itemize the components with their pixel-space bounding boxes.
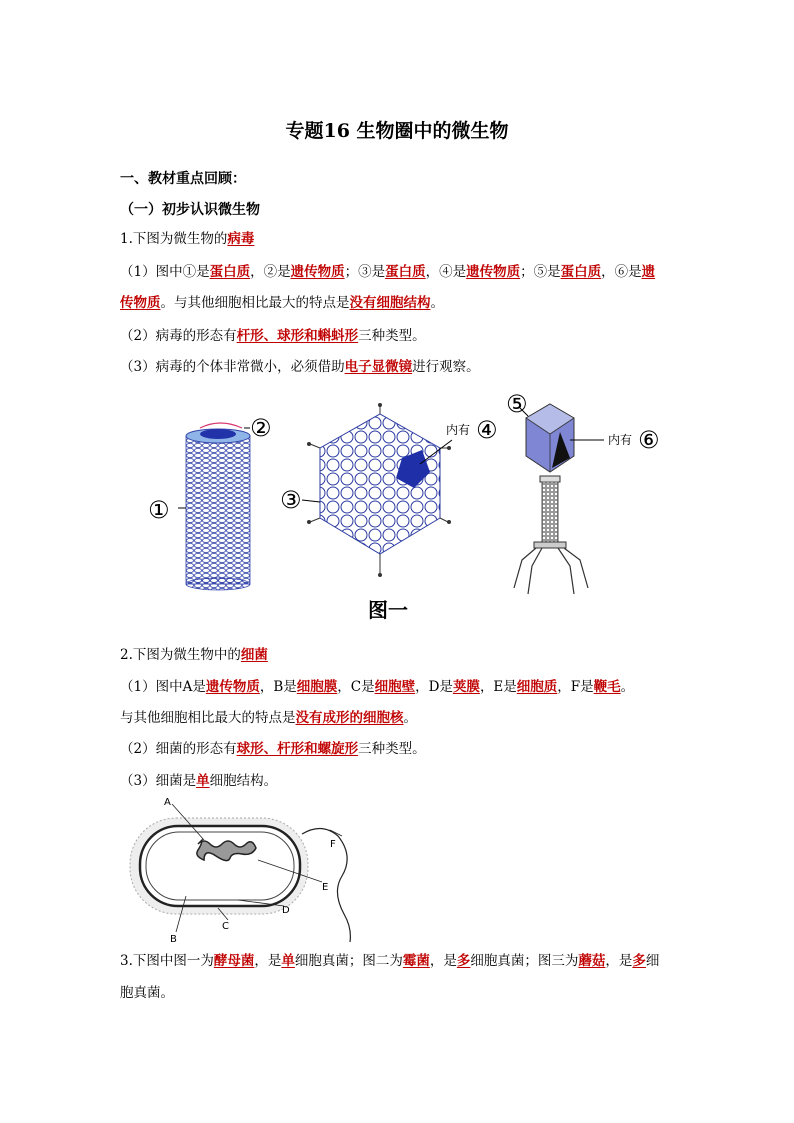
figure1-caption: 图一 bbox=[368, 598, 408, 622]
answer: 遗传物质 bbox=[290, 264, 345, 280]
section-heading: 一、教材重点回顾： bbox=[120, 171, 246, 187]
label-c: C bbox=[222, 921, 229, 932]
answer: 多 bbox=[456, 953, 471, 969]
answer: 没有成形的细胞核 bbox=[295, 710, 404, 726]
rod-virus-icon bbox=[178, 423, 250, 590]
q2-head-answer: 细菌 bbox=[240, 647, 268, 663]
text: 。与其他细胞相比最大的特点是 bbox=[160, 295, 350, 311]
label-1: ① bbox=[148, 496, 170, 524]
text: （1）图中①是 bbox=[120, 264, 210, 280]
text: 胞真菌。 bbox=[120, 985, 174, 1001]
inner-text-4: 内有 bbox=[446, 423, 471, 437]
answer: 蘑菇 bbox=[578, 953, 606, 969]
text: ，②是 bbox=[250, 264, 291, 280]
text: ，是 bbox=[605, 953, 633, 969]
sphere-virus-icon bbox=[302, 403, 452, 577]
label-2: ② bbox=[250, 414, 272, 442]
answer: 遗传物质 bbox=[466, 264, 521, 280]
q1-line2 bbox=[120, 293, 444, 313]
bacterium-icon bbox=[130, 804, 350, 942]
text: ，是 bbox=[429, 953, 457, 969]
answer: 单 bbox=[196, 773, 210, 789]
q3-line2 bbox=[120, 983, 174, 1003]
q1-head-answer: 病毒 bbox=[227, 231, 255, 247]
text: 。 bbox=[620, 679, 635, 695]
text: ，D是 bbox=[415, 679, 453, 695]
text: （1）图中A是 bbox=[120, 679, 206, 695]
answer: 遗 bbox=[641, 264, 656, 280]
text: ；⑤是 bbox=[520, 264, 561, 280]
answer: 蛋白质 bbox=[560, 264, 602, 280]
text: 3.下图中图一为 bbox=[120, 953, 214, 969]
label-5: ⑤ bbox=[506, 390, 528, 418]
subsection-heading: （一）初步认识微生物 bbox=[120, 202, 260, 218]
text: 与其他细胞相比最大的特点是 bbox=[120, 710, 296, 726]
answer: 细胞壁 bbox=[374, 679, 416, 695]
virus-figure bbox=[130, 388, 690, 628]
text: 进行观察。 bbox=[412, 359, 480, 375]
answer: 霉菌 bbox=[402, 953, 430, 969]
text: （3）细菌是 bbox=[120, 773, 197, 789]
answer: 鞭毛 bbox=[593, 679, 621, 695]
inner-text-6: 内有 bbox=[608, 433, 633, 447]
text: ，E是 bbox=[479, 679, 517, 695]
label-e: E bbox=[322, 882, 329, 893]
label-6: ⑥ bbox=[638, 426, 660, 454]
text: 。 bbox=[430, 295, 444, 311]
answer: 传物质 bbox=[120, 295, 161, 311]
phage-virus-icon bbox=[514, 404, 604, 594]
text: 细 bbox=[645, 953, 660, 969]
answer: 酵母菌 bbox=[213, 953, 255, 969]
answer: 没有细胞结构 bbox=[349, 295, 431, 311]
answer: 细胞质 bbox=[516, 679, 558, 695]
q1-line3 bbox=[120, 326, 426, 346]
text: 三种类型。 bbox=[358, 328, 426, 344]
answer: 球形、杆形和螺旋形 bbox=[236, 741, 359, 757]
q2-heading bbox=[120, 645, 268, 665]
answer: 细胞膜 bbox=[296, 679, 338, 695]
text: 。 bbox=[403, 710, 417, 726]
text: 细胞真菌；图三为 bbox=[470, 953, 579, 969]
answer: 蛋白质 bbox=[209, 264, 251, 280]
text: ，是 bbox=[254, 953, 282, 969]
bacterium-figure bbox=[118, 796, 378, 946]
page-title: 专题16 生物圈中的微生物 bbox=[285, 120, 509, 142]
q1-line4 bbox=[120, 357, 480, 377]
q1-line1 bbox=[120, 262, 655, 282]
text: ，C是 bbox=[337, 679, 375, 695]
text: ；③是 bbox=[344, 264, 386, 280]
label-f: F bbox=[330, 839, 336, 850]
text: （3）病毒的个体非常微小，必须借助 bbox=[120, 359, 345, 375]
q2-line4 bbox=[120, 771, 277, 791]
q2-line3 bbox=[120, 739, 426, 759]
text: ，⑥是 bbox=[601, 264, 642, 280]
text: ，F是 bbox=[557, 679, 594, 695]
label-a: A bbox=[164, 797, 171, 808]
answer: 电子显微镜 bbox=[344, 359, 413, 375]
text: 三种类型。 bbox=[358, 741, 426, 757]
text: ，④是 bbox=[425, 264, 467, 280]
text: （2）细菌的形态有 bbox=[120, 741, 237, 757]
answer: 遗传物质 bbox=[205, 679, 260, 695]
label-d: D bbox=[282, 905, 290, 916]
q3-line1 bbox=[120, 951, 659, 971]
label-4: ④ bbox=[476, 416, 498, 444]
answer: 多 bbox=[632, 953, 646, 969]
q1-heading bbox=[120, 229, 254, 249]
text: ，B是 bbox=[259, 679, 297, 695]
answer: 荚膜 bbox=[452, 679, 480, 695]
q2-head-text: 2.下图为微生物中的 bbox=[120, 647, 241, 663]
text: 细胞真菌；图二为 bbox=[294, 953, 403, 969]
answer: 蛋白质 bbox=[385, 264, 426, 280]
answer: 单 bbox=[281, 953, 295, 969]
q1-head-text: 1.下图为微生物的 bbox=[120, 231, 228, 247]
label-3: ③ bbox=[280, 486, 302, 514]
text: 细胞结构。 bbox=[209, 773, 278, 789]
label-b: B bbox=[170, 934, 177, 945]
q2-line1 bbox=[120, 677, 634, 697]
answer: 杆形、球形和蝌蚪形 bbox=[236, 328, 359, 344]
q2-line2 bbox=[120, 708, 417, 728]
text: （2）病毒的形态有 bbox=[120, 328, 237, 344]
